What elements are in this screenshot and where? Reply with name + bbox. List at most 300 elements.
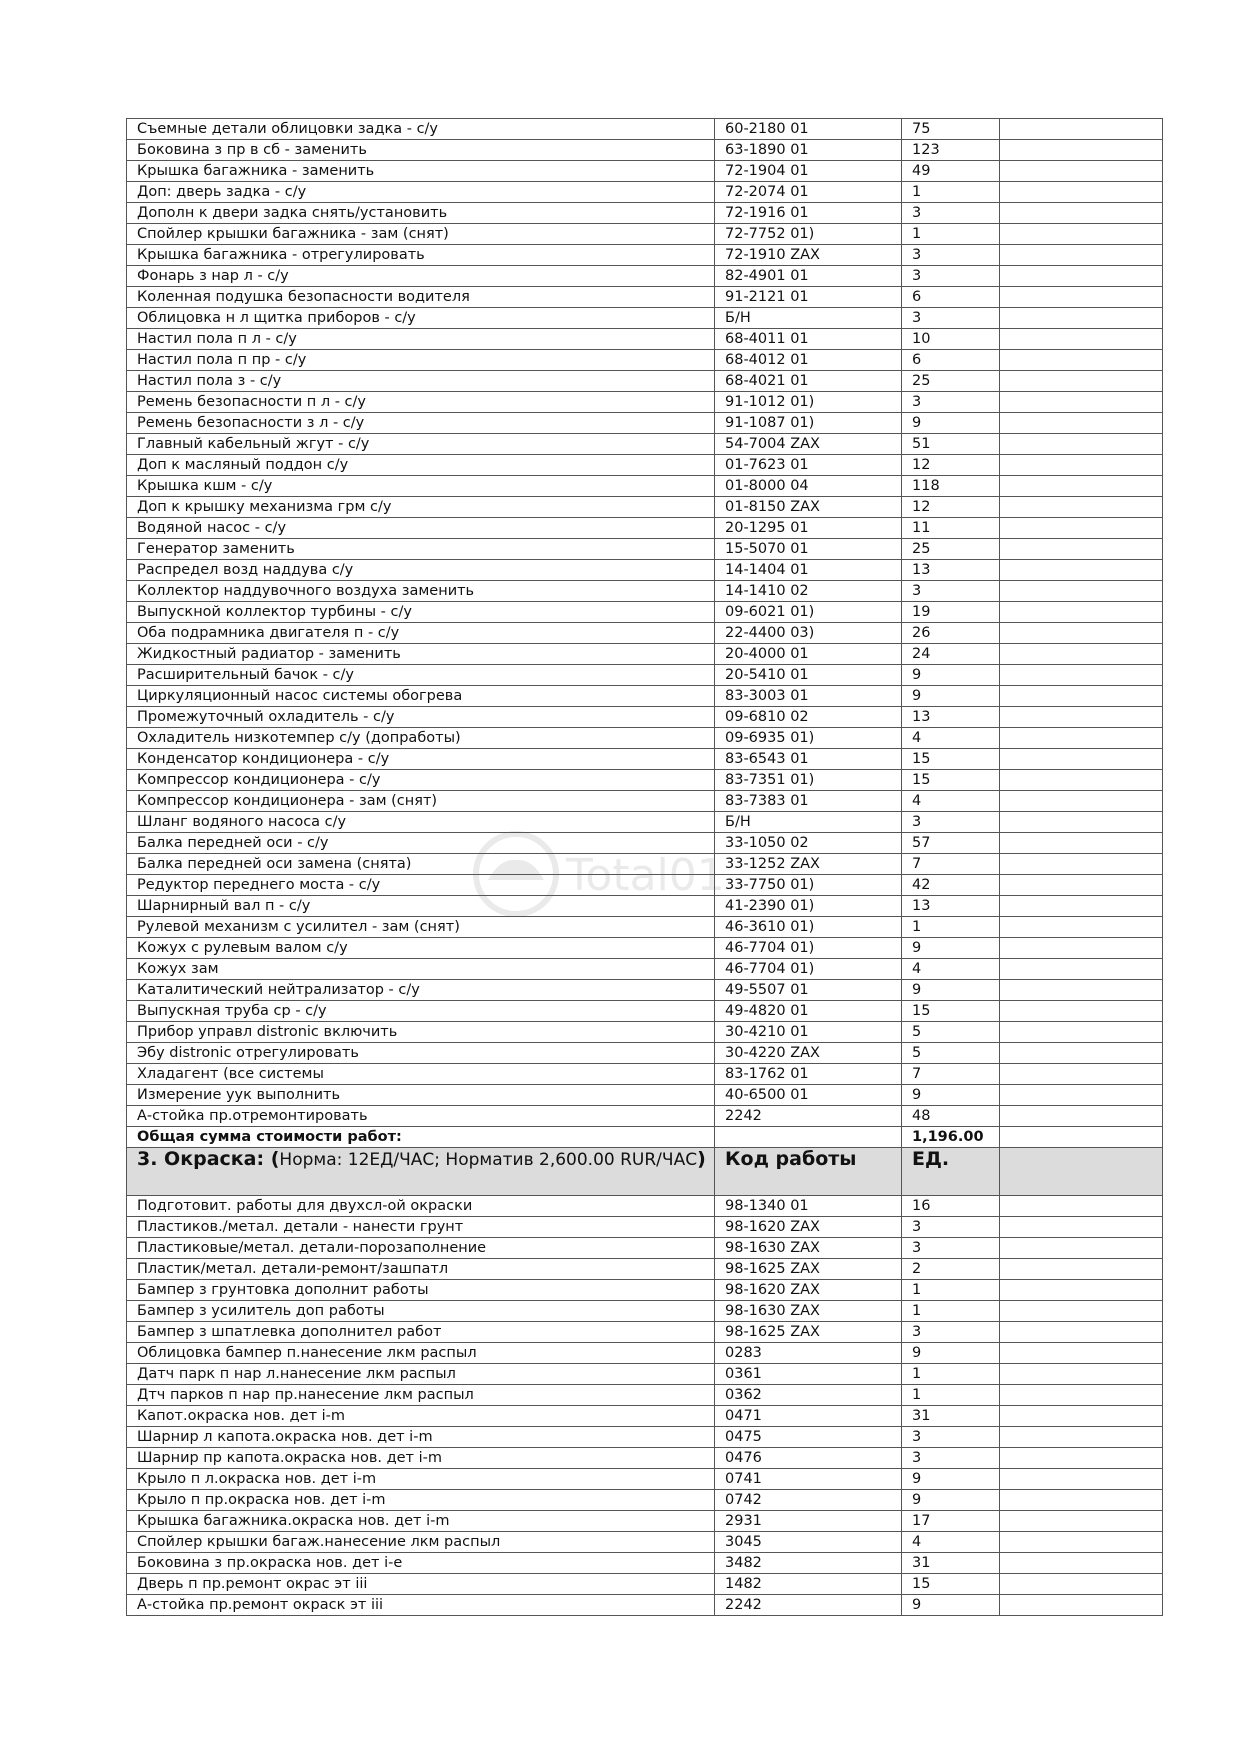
- work-code: Б/Н: [715, 812, 902, 833]
- total-code-cell: [715, 1127, 902, 1148]
- extra-cell: [1000, 1280, 1163, 1301]
- section3-row: [127, 1490, 1163, 1511]
- work-name: Крышка багажника.окраска нов. дет i-m: [127, 1511, 715, 1532]
- work-code: 33-1252 ZAX: [715, 854, 902, 875]
- extra-cell: [1000, 518, 1163, 539]
- work-code: Б/Н: [715, 308, 902, 329]
- work-units: 3: [902, 245, 1000, 266]
- extra-cell: [1000, 392, 1163, 413]
- section2-row: [127, 413, 1163, 434]
- work-code: 40-6500 01: [715, 1085, 902, 1106]
- section2-row: [127, 917, 1163, 938]
- extra-cell: [1000, 833, 1163, 854]
- section2-row: [127, 245, 1163, 266]
- section2-row: [127, 434, 1163, 455]
- work-name: Бампер з шпатлевка дополнител работ: [127, 1322, 715, 1343]
- work-name: Конденсатор кондиционера - с/у: [127, 749, 715, 770]
- extra-cell: [1000, 350, 1163, 371]
- work-units: 15: [902, 770, 1000, 791]
- extra-cell: [1000, 1511, 1163, 1532]
- work-name: Настил пола п л - с/у: [127, 329, 715, 350]
- work-name: Жидкостный радиатор - заменить: [127, 644, 715, 665]
- work-name: Подготовит. работы для двухсл-ой окраски: [127, 1196, 715, 1217]
- work-units: 9: [902, 413, 1000, 434]
- extra-cell: [1000, 140, 1163, 161]
- work-units: 3: [902, 581, 1000, 602]
- work-name: Компрессор кондиционера - зам (снят): [127, 791, 715, 812]
- extra-cell: [1000, 749, 1163, 770]
- section2-row: [127, 770, 1163, 791]
- section2-row: [127, 119, 1163, 140]
- section2-row: [127, 959, 1163, 980]
- extra-cell: [1000, 875, 1163, 896]
- work-name: Компрессор кондиционера - с/у: [127, 770, 715, 791]
- work-name: Распредел возд наддува с/у: [127, 560, 715, 581]
- work-code: 20-4000 01: [715, 644, 902, 665]
- section3-row: [127, 1259, 1163, 1280]
- work-name: Дтч парков п нар пр.нанесение лкм распыл: [127, 1385, 715, 1406]
- work-units: 3: [902, 1322, 1000, 1343]
- work-name: Крышка кшм - с/у: [127, 476, 715, 497]
- section2-row: [127, 707, 1163, 728]
- work-code: 83-6543 01: [715, 749, 902, 770]
- extra-cell: [1000, 1553, 1163, 1574]
- extra-cell: [1000, 665, 1163, 686]
- work-name: А-стойка пр.отремонтировать: [127, 1106, 715, 1127]
- work-name: Прибор управл distronic включить: [127, 1022, 715, 1043]
- work-units: 3: [902, 1217, 1000, 1238]
- extra-cell: [1000, 707, 1163, 728]
- section2-row: [127, 644, 1163, 665]
- work-code: 46-7704 01): [715, 938, 902, 959]
- work-units: 9: [902, 1343, 1000, 1364]
- section2-row: [127, 560, 1163, 581]
- work-units: 19: [902, 602, 1000, 623]
- extra-cell: [1000, 1343, 1163, 1364]
- work-code: 2242: [715, 1595, 902, 1616]
- work-name: Дополн к двери задка снять/установить: [127, 203, 715, 224]
- section2-row: [127, 140, 1163, 161]
- section2-row: [127, 980, 1163, 1001]
- section2-row: [127, 728, 1163, 749]
- work-code: 09-6935 01): [715, 728, 902, 749]
- section2-row: [127, 1001, 1163, 1022]
- work-units: 57: [902, 833, 1000, 854]
- work-code: 46-3610 01): [715, 917, 902, 938]
- work-name: Крышка багажника - отрегулировать: [127, 245, 715, 266]
- extra-cell: [1000, 602, 1163, 623]
- work-code: 83-7351 01): [715, 770, 902, 791]
- work-code: 20-1295 01: [715, 518, 902, 539]
- extra-cell: [1000, 182, 1163, 203]
- extra-cell: [1000, 560, 1163, 581]
- work-name: Спойлер крышки багаж.нанесение лкм распыл: [127, 1532, 715, 1553]
- work-name: Кожух с рулевым валом с/у: [127, 938, 715, 959]
- section2-row: [127, 476, 1163, 497]
- work-name: Фонарь з нар л - с/у: [127, 266, 715, 287]
- work-units: 15: [902, 749, 1000, 770]
- work-code: 01-8150 ZAX: [715, 497, 902, 518]
- work-name: Пластик/метал. детали-ремонт/зашпатл: [127, 1259, 715, 1280]
- section2-row: [127, 602, 1163, 623]
- work-name: Дверь п пр.ремонт окрас эт iii: [127, 1574, 715, 1595]
- work-name: Настил пола з - с/у: [127, 371, 715, 392]
- work-units: 3: [902, 812, 1000, 833]
- total-row: [127, 1127, 1163, 1148]
- extra-cell: [1000, 1106, 1163, 1127]
- work-code: 72-1910 ZAX: [715, 245, 902, 266]
- section2-row: [127, 224, 1163, 245]
- section3-row: [127, 1196, 1163, 1217]
- work-units: 3: [902, 308, 1000, 329]
- section3-row: [127, 1280, 1163, 1301]
- work-code: 68-4021 01: [715, 371, 902, 392]
- work-code: 33-1050 02: [715, 833, 902, 854]
- work-code: 72-1916 01: [715, 203, 902, 224]
- work-name: Настил пола п пр - с/у: [127, 350, 715, 371]
- work-code: 01-7623 01: [715, 455, 902, 476]
- work-units: 13: [902, 707, 1000, 728]
- work-name: Боковина з пр в сб - заменить: [127, 140, 715, 161]
- work-units: 3: [902, 266, 1000, 287]
- work-units: 9: [902, 1085, 1000, 1106]
- total-value: 1,196.00: [902, 1127, 1000, 1148]
- work-name: Хладагент (все системы: [127, 1064, 715, 1085]
- work-code: 98-1625 ZAX: [715, 1322, 902, 1343]
- work-units: 15: [902, 1574, 1000, 1595]
- work-code: 83-3003 01: [715, 686, 902, 707]
- section3-row: [127, 1511, 1163, 1532]
- section2-row: [127, 896, 1163, 917]
- work-units: 25: [902, 539, 1000, 560]
- work-units: 9: [902, 1595, 1000, 1616]
- work-units: 7: [902, 1064, 1000, 1085]
- work-units: 3: [902, 392, 1000, 413]
- work-units: 75: [902, 119, 1000, 140]
- work-units: 6: [902, 350, 1000, 371]
- work-units: 5: [902, 1022, 1000, 1043]
- work-code: 49-4820 01: [715, 1001, 902, 1022]
- work-units: 31: [902, 1553, 1000, 1574]
- extra-cell: [1000, 770, 1163, 791]
- extra-cell: [1000, 371, 1163, 392]
- work-code: 3045: [715, 1532, 902, 1553]
- work-units: 49: [902, 161, 1000, 182]
- extra-cell: [1000, 1196, 1163, 1217]
- code-header: Код работы: [715, 1148, 902, 1196]
- section3-row: [127, 1301, 1163, 1322]
- section2-row: [127, 455, 1163, 476]
- work-name: Доп: дверь задка - с/у: [127, 182, 715, 203]
- work-code: 72-1904 01: [715, 161, 902, 182]
- extra-cell: [1000, 1385, 1163, 1406]
- work-units: 10: [902, 329, 1000, 350]
- work-name: Балка передней оси - с/у: [127, 833, 715, 854]
- extra-cell: [1000, 1364, 1163, 1385]
- section2-row: [127, 833, 1163, 854]
- work-units: 9: [902, 1490, 1000, 1511]
- work-code: 63-1890 01: [715, 140, 902, 161]
- extra-cell: [1000, 623, 1163, 644]
- work-units: 9: [902, 665, 1000, 686]
- work-name: Охладитель низкотемпер с/у (допработы): [127, 728, 715, 749]
- work-code: 72-2074 01: [715, 182, 902, 203]
- section2-row: [127, 1064, 1163, 1085]
- section2-row: [127, 308, 1163, 329]
- work-units: 4: [902, 1532, 1000, 1553]
- work-code: 1482: [715, 1574, 902, 1595]
- work-units: 3: [902, 1427, 1000, 1448]
- section3-row: [127, 1532, 1163, 1553]
- work-units: 1: [902, 1301, 1000, 1322]
- section2-row: [127, 938, 1163, 959]
- extra-cell: [1000, 728, 1163, 749]
- work-units: 24: [902, 644, 1000, 665]
- work-name: Датч парк п нар л.нанесение лкм распыл: [127, 1364, 715, 1385]
- extra-cell: [1000, 308, 1163, 329]
- work-name: Пластиков./метал. детали - нанести грунт: [127, 1217, 715, 1238]
- section2-row: [127, 1106, 1163, 1127]
- section3-row: [127, 1364, 1163, 1385]
- section2-row: [127, 791, 1163, 812]
- work-code: 60-2180 01: [715, 119, 902, 140]
- total-extra-cell: [1000, 1127, 1163, 1148]
- work-name: Выпускной коллектор турбины - с/у: [127, 602, 715, 623]
- work-name: Боковина з пр.окраска нов. дет i-e: [127, 1553, 715, 1574]
- work-name: Измерение уук выполнить: [127, 1085, 715, 1106]
- work-units: 4: [902, 959, 1000, 980]
- extra-cell: [1000, 245, 1163, 266]
- extra-cell: [1000, 1490, 1163, 1511]
- work-name: Шланг водяного насоса с/у: [127, 812, 715, 833]
- work-name: Бампер з грунтовка дополнит работы: [127, 1280, 715, 1301]
- work-units: 4: [902, 791, 1000, 812]
- extra-cell: [1000, 644, 1163, 665]
- section3-row: [127, 1469, 1163, 1490]
- work-name: Эбу distronic отрегулировать: [127, 1043, 715, 1064]
- work-name: Главный кабельный жгут - с/у: [127, 434, 715, 455]
- extra-cell: [1000, 1322, 1163, 1343]
- section3-row: [127, 1448, 1163, 1469]
- extra-cell: [1000, 434, 1163, 455]
- work-code: 0475: [715, 1427, 902, 1448]
- work-units: 13: [902, 560, 1000, 581]
- extra-cell: [1000, 1259, 1163, 1280]
- extra-cell: [1000, 455, 1163, 476]
- work-code: 98-1620 ZAX: [715, 1280, 902, 1301]
- work-name: Капот.окраска нов. дет i-m: [127, 1406, 715, 1427]
- extra-cell: [1000, 1238, 1163, 1259]
- work-name: Балка передней оси замена (снята): [127, 854, 715, 875]
- work-name: А-стойка пр.ремонт окраск эт iii: [127, 1595, 715, 1616]
- work-units: 3: [902, 1448, 1000, 1469]
- section3-row: [127, 1427, 1163, 1448]
- work-name: Шарнирный вал п - с/у: [127, 896, 715, 917]
- extra-cell: [1000, 917, 1163, 938]
- section2-row: [127, 350, 1163, 371]
- work-name: Крыло п л.окраска нов. дет i-m: [127, 1469, 715, 1490]
- extra-cell: [1000, 119, 1163, 140]
- work-code: 91-1087 01): [715, 413, 902, 434]
- extra-cell: [1000, 812, 1163, 833]
- section2-row: [127, 518, 1163, 539]
- extra-cell: [1000, 1574, 1163, 1595]
- work-code: 0742: [715, 1490, 902, 1511]
- work-code: 01-8000 04: [715, 476, 902, 497]
- work-units: 1: [902, 224, 1000, 245]
- work-code: 41-2390 01): [715, 896, 902, 917]
- section3-row: [127, 1322, 1163, 1343]
- section2-row: [127, 266, 1163, 287]
- work-code: 0362: [715, 1385, 902, 1406]
- work-code: 15-5070 01: [715, 539, 902, 560]
- work-units: 3: [902, 1238, 1000, 1259]
- work-name: Промежуточный охладитель - с/у: [127, 707, 715, 728]
- section2-row: [127, 287, 1163, 308]
- section2-row: [127, 161, 1163, 182]
- work-code: 3482: [715, 1553, 902, 1574]
- work-code: 30-4220 ZAX: [715, 1043, 902, 1064]
- section2-row: [127, 497, 1163, 518]
- work-name: Ремень безопасности з л - с/у: [127, 413, 715, 434]
- work-code: 83-1762 01: [715, 1064, 902, 1085]
- work-units: 13: [902, 896, 1000, 917]
- work-units: 42: [902, 875, 1000, 896]
- work-units: 9: [902, 686, 1000, 707]
- work-units: 16: [902, 1196, 1000, 1217]
- extra-cell: [1000, 896, 1163, 917]
- work-name: Рулевой механизм с усилител - зам (снят): [127, 917, 715, 938]
- work-name: Крышка багажника - заменить: [127, 161, 715, 182]
- section2-row: [127, 581, 1163, 602]
- work-code: 0283: [715, 1343, 902, 1364]
- extra-cell: [1000, 1085, 1163, 1106]
- work-name: Облицовка бампер п.нанесение лкм распыл: [127, 1343, 715, 1364]
- extra-cell: [1000, 266, 1163, 287]
- work-units: 7: [902, 854, 1000, 875]
- work-code: 98-1625 ZAX: [715, 1259, 902, 1280]
- extra-cell: [1000, 1532, 1163, 1553]
- extra-cell: [1000, 497, 1163, 518]
- extra-cell: [1000, 1301, 1163, 1322]
- work-name: Доп к масляный поддон с/у: [127, 455, 715, 476]
- work-units: 118: [902, 476, 1000, 497]
- extra-cell: [1000, 1043, 1163, 1064]
- work-units: 48: [902, 1106, 1000, 1127]
- work-code: 98-1630 ZAX: [715, 1301, 902, 1322]
- work-name: Коленная подушка безопасности водителя: [127, 287, 715, 308]
- extra-cell: [1000, 980, 1163, 1001]
- work-units: 1: [902, 182, 1000, 203]
- section3-row: [127, 1343, 1163, 1364]
- work-units: 123: [902, 140, 1000, 161]
- work-code: 2931: [715, 1511, 902, 1532]
- extra-cell: [1000, 203, 1163, 224]
- work-units: 9: [902, 1469, 1000, 1490]
- watermark-text: Total01: [566, 850, 725, 901]
- work-code: 54-7004 ZAX: [715, 434, 902, 455]
- work-code: 0361: [715, 1364, 902, 1385]
- section3-row: [127, 1574, 1163, 1595]
- section2-row: [127, 329, 1163, 350]
- section2-row: [127, 182, 1163, 203]
- extra-cell: [1000, 413, 1163, 434]
- work-code: 30-4210 01: [715, 1022, 902, 1043]
- section3-row: [127, 1217, 1163, 1238]
- section2-row: [127, 371, 1163, 392]
- work-code: 68-4011 01: [715, 329, 902, 350]
- work-units: 25: [902, 371, 1000, 392]
- extra-cell: [1000, 581, 1163, 602]
- extra-cell: [1000, 1595, 1163, 1616]
- work-name: Редуктор переднего моста - с/у: [127, 875, 715, 896]
- work-units: 5: [902, 1043, 1000, 1064]
- extra-cell: [1000, 161, 1163, 182]
- work-units: 9: [902, 938, 1000, 959]
- units-header: ЕД.: [902, 1148, 1000, 1196]
- work-code: 91-2121 01: [715, 287, 902, 308]
- extra-cell: [1000, 1217, 1163, 1238]
- extra-cell: [1000, 959, 1163, 980]
- section2-row: [127, 875, 1163, 896]
- section2-row: [127, 1085, 1163, 1106]
- work-code: 0476: [715, 1448, 902, 1469]
- extra-cell: [1000, 329, 1163, 350]
- work-units: 9: [902, 980, 1000, 1001]
- work-name: Пластиковые/метал. детали-порозаполнение: [127, 1238, 715, 1259]
- work-units: 6: [902, 287, 1000, 308]
- work-name: Каталитический нейтрализатор - с/у: [127, 980, 715, 1001]
- section3-title: 3. Окраска: (Норма: 12ЕД/ЧАС; Норматив 2,600.00 RUR/ЧАС): [127, 1148, 715, 1196]
- section2-row: [127, 392, 1163, 413]
- estimate-sheet: [126, 118, 1162, 1616]
- work-code: 22-4400 03): [715, 623, 902, 644]
- extra-cell: [1000, 539, 1163, 560]
- extra-cell: [1000, 1406, 1163, 1427]
- extra-cell: [1000, 791, 1163, 812]
- work-name: Оба подрамника двигателя п - с/у: [127, 623, 715, 644]
- work-units: 12: [902, 497, 1000, 518]
- extra-cell: [1000, 1001, 1163, 1022]
- work-code: 14-1410 02: [715, 581, 902, 602]
- section2-row: [127, 1043, 1163, 1064]
- work-name: Бампер з усилитель доп работы: [127, 1301, 715, 1322]
- work-name: Расширительный бачок - с/у: [127, 665, 715, 686]
- work-code: 91-1012 01): [715, 392, 902, 413]
- work-units: 2: [902, 1259, 1000, 1280]
- section2-row: [127, 686, 1163, 707]
- section3-row: [127, 1238, 1163, 1259]
- work-units: 1: [902, 1385, 1000, 1406]
- extra-cell: [1000, 1469, 1163, 1490]
- section3-header-row: [127, 1148, 1163, 1196]
- work-code: 0741: [715, 1469, 902, 1490]
- section2-body: [127, 119, 1163, 1127]
- section2-row: [127, 749, 1163, 770]
- extra-cell: [1000, 1427, 1163, 1448]
- section3-row: [127, 1385, 1163, 1406]
- section2-row: [127, 665, 1163, 686]
- work-code: 72-7752 01): [715, 224, 902, 245]
- work-name: Выпускная труба ср - с/у: [127, 1001, 715, 1022]
- section3-body: [127, 1196, 1163, 1616]
- section2-row: [127, 203, 1163, 224]
- work-units: 12: [902, 455, 1000, 476]
- work-units: 31: [902, 1406, 1000, 1427]
- work-name: Кожух зам: [127, 959, 715, 980]
- work-units: 3: [902, 203, 1000, 224]
- work-units: 1: [902, 917, 1000, 938]
